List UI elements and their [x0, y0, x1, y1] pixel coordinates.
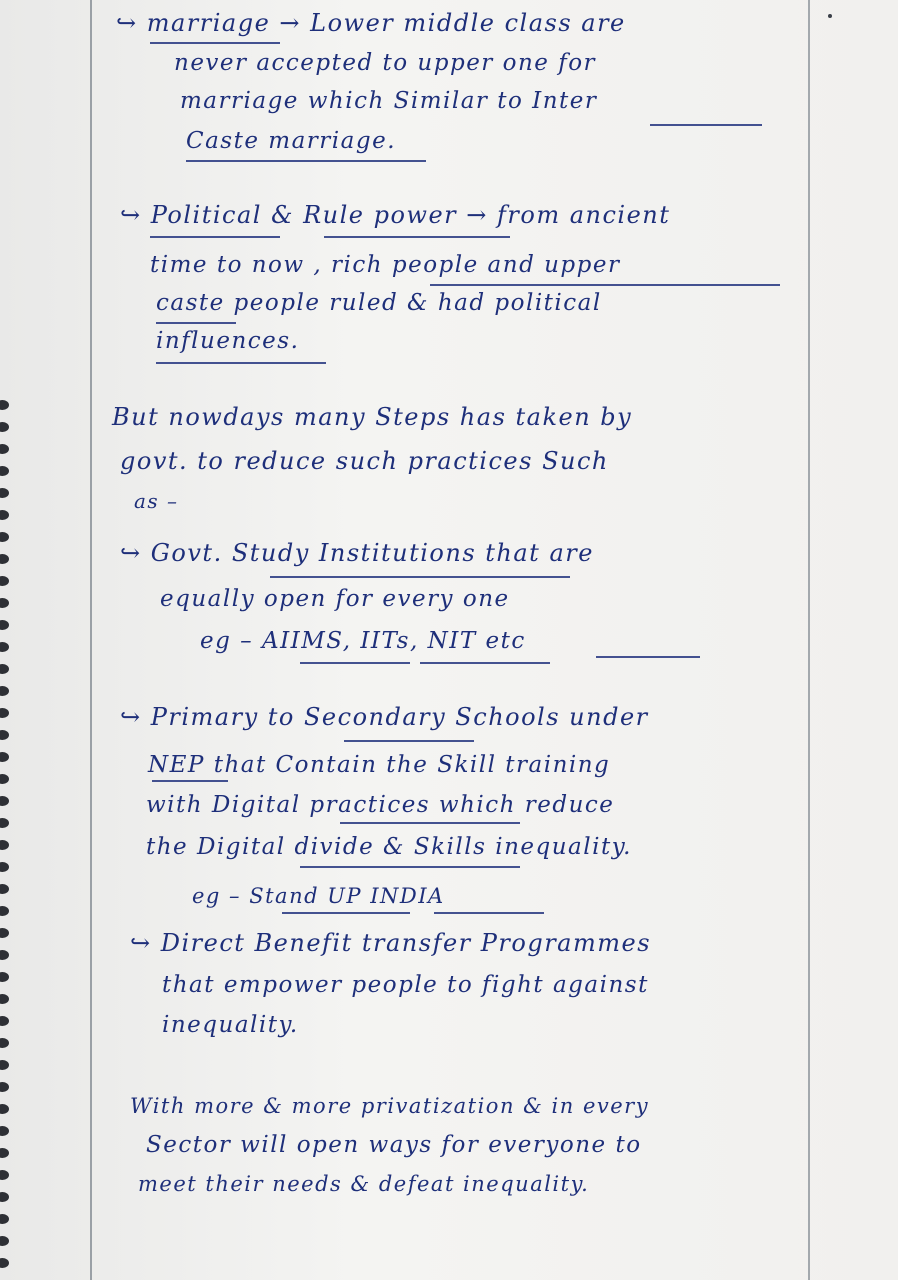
note-line-6: time to now , rich people and upper	[150, 252, 621, 278]
left-margin-line	[90, 0, 92, 1280]
note-line-10: govt. to reduce such practices Such	[120, 447, 609, 475]
underline	[150, 42, 280, 44]
underline	[300, 866, 520, 868]
note-line-20: ↪ Direct Benefit transfer Programmes	[130, 929, 652, 957]
underline	[150, 236, 280, 238]
spiral-binding	[0, 400, 14, 1280]
note-line-17: with Digital practices which reduce	[146, 792, 615, 818]
note-line-19: eg – Stand UP INDIA	[192, 884, 445, 908]
note-line-3: marriage which Similar to Inter	[180, 88, 598, 114]
underline	[324, 236, 510, 238]
note-line-7: caste people ruled & had political	[156, 290, 602, 316]
underline	[156, 322, 236, 324]
underline	[434, 912, 544, 914]
underline	[270, 576, 570, 578]
underline	[282, 912, 410, 914]
note-line-8: influences.	[156, 328, 300, 354]
note-line-18: the Digital divide & Skills inequality.	[146, 834, 632, 860]
underline	[156, 362, 326, 364]
note-line-24: Sector will open ways for everyone to	[146, 1132, 642, 1158]
note-line-23: With more & more privatization & in every	[130, 1094, 650, 1118]
note-line-22: inequality.	[162, 1012, 299, 1038]
note-line-25: meet their needs & defeat inequality.	[138, 1172, 590, 1196]
underline	[596, 656, 700, 658]
note-line-21: that empower people to fight against	[162, 972, 649, 998]
note-line-16: NEP that Contain the Skill training	[148, 752, 611, 778]
underline	[430, 284, 780, 286]
ink-dot	[828, 14, 832, 18]
note-line-5: ↪ Political & Rule power → from ancient	[120, 201, 671, 229]
underline	[420, 662, 550, 664]
note-line-9: But nowdays many Steps has taken by	[112, 403, 633, 431]
note-line-4: Caste marriage.	[186, 128, 397, 154]
note-line-11: as –	[134, 489, 179, 513]
note-line-12: ↪ Govt. Study Institutions that are	[120, 539, 594, 567]
note-line-15: ↪ Primary to Secondary Schools under	[120, 703, 649, 731]
underline	[650, 124, 762, 126]
underline	[344, 740, 474, 742]
underline	[300, 662, 410, 664]
note-line-1: ↪ marriage → Lower middle class are	[116, 9, 626, 37]
note-line-2: never accepted to upper one for	[174, 50, 597, 76]
underline	[186, 160, 426, 162]
underline	[152, 780, 228, 782]
note-line-14: eg – AIIMS, IITs, NIT etc	[200, 628, 526, 654]
note-line-13: equally open for every one	[160, 586, 510, 612]
right-margin-line	[808, 0, 810, 1280]
underline	[340, 822, 520, 824]
